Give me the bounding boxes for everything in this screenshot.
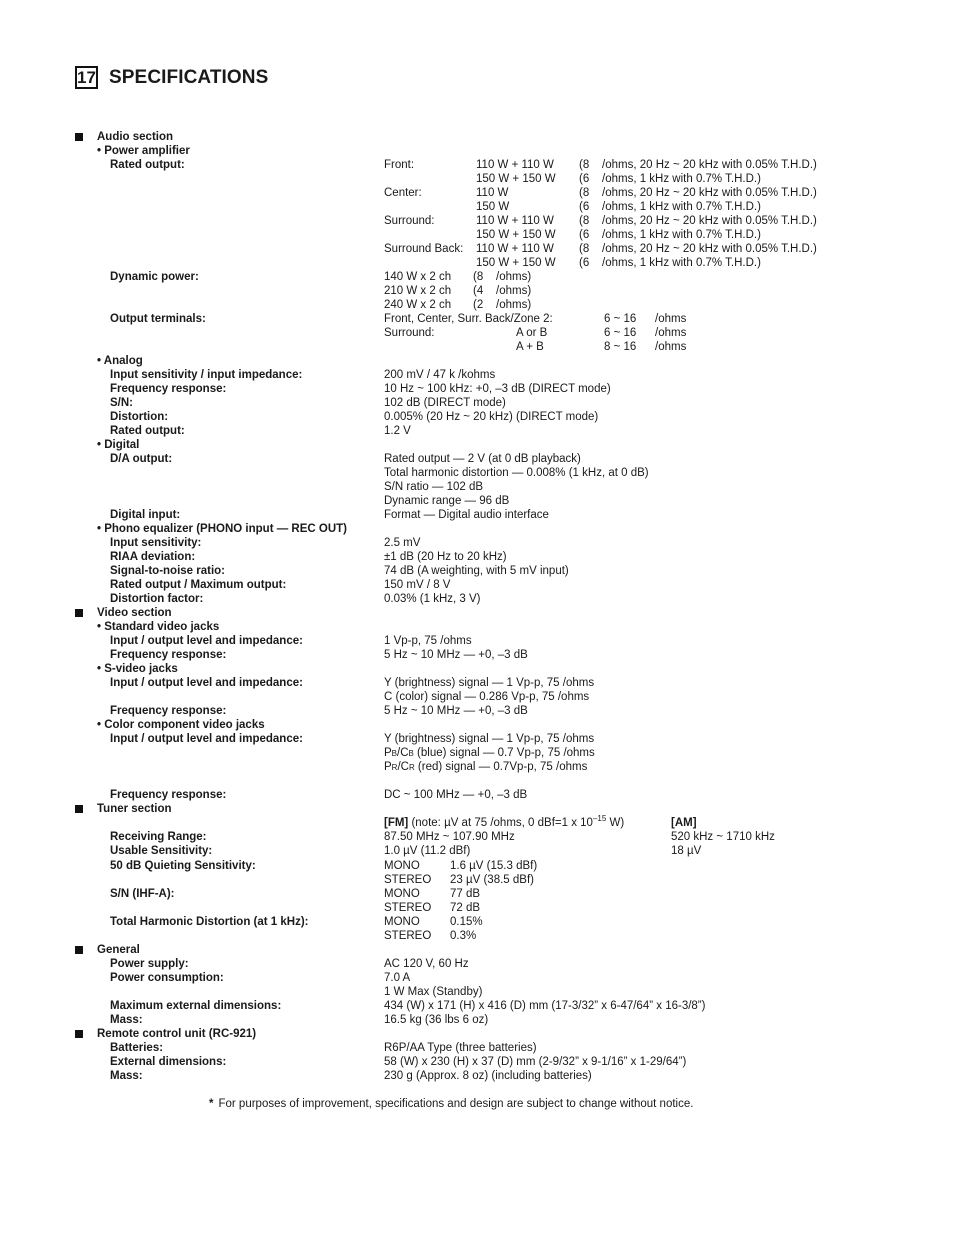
spec-row: Input / output level and impedance: Y (brightness) signal — 1 Vp-p, 75 /ohms [110, 733, 595, 745]
spec-row: STEREO 23 µV (38.5 dBf) [384, 874, 534, 886]
spec-row: STEREO 72 dB [384, 902, 481, 914]
spec-row: STEREO 0.3% [384, 930, 477, 942]
phono-heading: • Phono equalizer (PHONO input — REC OUT) [97, 523, 347, 535]
rated-output-row: 150 W + 150 W (6 /ohms, 1 kHz with 0.7% T.H.D.) [476, 229, 761, 241]
audio-section-heading: Audio section [75, 130, 895, 144]
dynamic-power-row: 240 W x 2 ch (2 /ohms) [384, 299, 532, 311]
spec-row: Batteries: R6P/AA Type (three batteries) [110, 1042, 537, 1054]
rated-output-row: 150 W + 150 W (6 /ohms, 1 kHz with 0.7% T.H.D.) [476, 257, 761, 269]
spec-row: Signal-to-noise ratio: 74 dB (A weighting, with 5 mV input) [110, 565, 569, 577]
spec-row: S/N: 102 dB (DIRECT mode) [110, 397, 506, 409]
general-section-heading: General [75, 943, 895, 957]
spec-row: Frequency response: 5 Hz ~ 10 MHz — +0, –3 dB [110, 649, 528, 661]
svideo-heading: • S-video jacks [97, 663, 178, 675]
spec-row: Rated output / Maximum output: 150 mV / 8 V [110, 579, 451, 591]
rated-output-row: Surround Back: 110 W + 110 W (8 /ohms, 20 Hz ~ 20 kHz with 0.05% T.H.D.) [384, 243, 817, 255]
rated-output-row: Rated output: Front: 110 W + 110 W (8 /ohms, 20 Hz ~ 20 kHz with 0.05% T.H.D.) [110, 159, 817, 171]
spec-row: Total Harmonic Distortion (at 1 kHz): MONO 0.15% [110, 916, 483, 928]
asterisk-mark: * [209, 1098, 214, 1110]
digital-input-row: Digital input: Format — Digital audio interface [110, 509, 549, 521]
da-output-row: Total harmonic distortion — 0.008% (1 kHz, at 0 dB) [384, 467, 649, 479]
rated-output-row: 150 W + 150 W (6 /ohms, 1 kHz with 0.7% T.H.D.) [476, 173, 761, 185]
spec-row: External dimensions: 58 (W) x 230 (H) x 37 (D) mm (2-9/32” x 9-1/16” x 1-29/64”) [110, 1056, 687, 1068]
spec-row: Frequency response: 5 Hz ~ 10 MHz — +0, –3 dB [110, 705, 528, 717]
digital-heading: • Digital [97, 439, 140, 451]
spec-row: Input / output level and impedance: Y (brightness) signal — 1 Vp-p, 75 /ohms [110, 677, 595, 689]
spec-row: Mass: 230 g (Approx. 8 oz) (including batteries) [110, 1070, 592, 1082]
spec-row: Mass: 16.5 kg (36 lbs 6 oz) [110, 1014, 489, 1026]
da-output-row: Dynamic range — 96 dB [384, 495, 510, 507]
footnote-text: For purposes of improvement, specifications and design are subject to change without notice. [218, 1098, 694, 1110]
section-number-box: 17 [75, 66, 98, 89]
power-amplifier-heading: • Power amplifier [97, 145, 190, 157]
footnote [209, 1098, 693, 1110]
dynamic-power-row: Dynamic power: 140 W x 2 ch (8 /ohms) [110, 271, 532, 283]
standard-video-heading: • Standard video jacks [97, 621, 220, 633]
spec-row: Frequency response: DC ~ 100 MHz — +0, –3 dB [110, 789, 528, 801]
output-terminals-row: Output terminals: Front, Center, Surr. Back/Zone 2: 6 ~ 16 /ohms [110, 313, 687, 325]
spec-row: C (color) signal — 0.286 Vp-p, 75 /ohms [384, 691, 590, 703]
output-terminals-row: Surround: A or B 6 ~ 16 /ohms [384, 327, 687, 339]
spec-row: RIAA deviation: ±1 dB (20 Hz to 20 kHz) [110, 551, 507, 563]
square-bullet-icon [75, 805, 83, 813]
spec-row: 50 dB Quieting Sensitivity: MONO 1.6 µV (15.3 dBf) [110, 860, 538, 872]
spec-row: Distortion factor: 0.03% (1 kHz, 3 V) [110, 593, 481, 605]
video-section-heading: Video section [75, 606, 895, 620]
da-output-row: S/N ratio — 102 dB [384, 481, 484, 493]
spec-row: Frequency response: 10 Hz ~ 100 kHz: +0, –3 dB (DIRECT mode) [110, 383, 611, 395]
spec-row: PR/CR (red) signal — 0.7Vp-p, 75 /ohms [384, 761, 588, 773]
spec-row: Input sensitivity / input impedance: 200 mV / 47 k /kohms [110, 369, 496, 381]
spec-row: Input sensitivity: 2.5 mV [110, 537, 421, 549]
square-bullet-icon [75, 133, 83, 141]
specifications-list [75, 130, 895, 1083]
output-terminals-row: A + B 8 ~ 16 /ohms [516, 341, 687, 353]
da-output-row: D/A output: Rated output — 2 V (at 0 dB playback) [110, 453, 581, 465]
spec-row: Distortion: 0.005% (20 Hz ~ 20 kHz) (DIRECT mode) [110, 411, 599, 423]
spec-row: Rated output: 1.2 V [110, 425, 411, 437]
tuner-section-heading: Tuner section [75, 802, 895, 816]
square-bullet-icon [75, 946, 83, 954]
square-bullet-icon [75, 1030, 83, 1038]
spacer-row [75, 774, 895, 788]
spec-row: Usable Sensitivity: 1.0 µV (11.2 dBf) 18 µV [110, 845, 702, 857]
spec-row: 1 W Max (Standby) [384, 986, 483, 998]
spec-row: PB/CB (blue) signal — 0.7 Vp-p, 75 /ohms [384, 747, 595, 759]
spec-row: Receiving Range: 87.50 MHz ~ 107.90 MHz 520 kHz ~ 1710 kHz [110, 831, 775, 843]
spec-row: Power consumption: 7.0 A [110, 972, 411, 984]
spec-row: Power supply: AC 120 V, 60 Hz [110, 958, 469, 970]
rated-output-row: Center: 110 W (8 /ohms, 20 Hz ~ 20 kHz with 0.05% T.H.D.) [384, 187, 817, 199]
spec-row: S/N (IHF-A): MONO 77 dB [110, 888, 481, 900]
page-title: SPECIFICATIONS [109, 66, 269, 88]
square-bullet-icon [75, 609, 83, 617]
dynamic-power-row: 210 W x 2 ch (4 /ohms) [384, 285, 532, 297]
remote-section-heading: Remote control unit (RC-921) [75, 1027, 895, 1041]
spec-row: Input / output level and impedance: 1 Vp-p, 75 /ohms [110, 635, 472, 647]
spec-row: Maximum external dimensions: 434 (W) x 171 (H) x 416 (D) mm (17-3/32” x 6-47/64” x 16-3/8”) [110, 1000, 706, 1012]
analog-heading: • Analog [97, 355, 143, 367]
rated-output-row: 150 W (6 /ohms, 1 kHz with 0.7% T.H.D.) [476, 201, 761, 213]
section-header [75, 66, 268, 89]
component-video-heading: • Color component video jacks [97, 719, 265, 731]
rated-output-row: Surround: 110 W + 110 W (8 /ohms, 20 Hz ~ 20 kHz with 0.05% T.H.D.) [384, 215, 817, 227]
tuner-band-headers: [FM] (note: µV at 75 /ohms, 0 dBf=1 x $10^{-15}$ W) [AM] [384, 814, 697, 829]
